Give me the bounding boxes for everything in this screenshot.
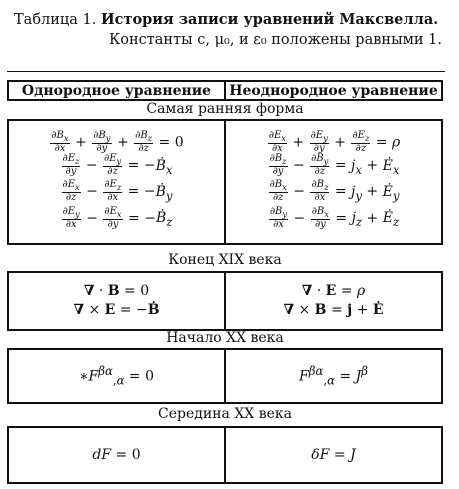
- section-label-late-19th: Конец XIX века: [168, 252, 282, 268]
- equation: $\frac{\partial B_z}{\partial y}$ − $\frac{\partial B_y}{\partial z}$ = $j_x$ + $Ė_x$: [269, 153, 400, 178]
- equation: ∇ × E = −Ḃ: [73, 302, 160, 318]
- equation: δF = J: [311, 446, 356, 463]
- equation: $F^{\beta\alpha}_{,\alpha} = J^\beta$: [299, 363, 368, 388]
- equation: $\frac{\partial B_x}{\partial x}$ + $\frac{\partial B_y}{\partial y}$ + $\frac{\partial B_z}{\partial z}$ = 0: [51, 130, 184, 155]
- equations-late-19th: [7, 271, 443, 331]
- early-20th-inhomogeneous: [224, 350, 441, 402]
- equation: $\frac{\partial E_y}{\partial x}$ − $\frac{\partial E_x}{\partial y}$ = −Ḃ$_z$: [62, 205, 173, 230]
- mid-20th-inhomogeneous: [224, 428, 441, 482]
- equation: ∇ · E = ρ: [301, 283, 366, 299]
- equation: $\frac{\partial E_z}{\partial y}$ − $\frac{\partial E_y}{\partial z}$ = −Ḃ$_x$: [62, 153, 173, 178]
- equation: $∗F^{\beta\alpha}_{,\alpha} = 0$: [79, 363, 154, 388]
- section-label-mid-20th: Середина XX века: [158, 406, 292, 422]
- equations-early-20th: [7, 348, 443, 404]
- caption-prefix: Таблица 1.: [14, 12, 97, 28]
- equation: $\frac{\partial B_y}{\partial x}$ − $\frac{\partial B_x}{\partial y}$ = $j_z$ + $Ė_z$: [269, 205, 400, 230]
- header-inhomogeneous: Неоднородное уравнение: [224, 82, 441, 99]
- table-header: [7, 80, 443, 101]
- earliest-inhomogeneous: [224, 121, 441, 243]
- equation: ∇ · B = 0: [83, 283, 150, 299]
- table-caption: [14, 10, 454, 50]
- earliest-homogeneous: [9, 121, 224, 243]
- caption-note: Константы c, μ₀, и ε₀ положены равными 1.: [109, 32, 442, 48]
- caption-title: История записи уравнений Максвелла.: [100, 11, 439, 28]
- equations-earliest: [7, 119, 443, 245]
- equations-mid-20th: [7, 426, 443, 484]
- late-19th-inhomogeneous: [224, 273, 441, 329]
- equation: ∇ × B = j + Ė: [283, 302, 384, 318]
- late-19th-homogeneous: [9, 273, 224, 329]
- early-20th-homogeneous: [9, 350, 224, 402]
- equation: dF = 0: [92, 446, 141, 463]
- top-rule: [7, 71, 445, 72]
- equation: $\frac{\partial E_x}{\partial z}$ − $\frac{\partial E_z}{\partial x}$ = −Ḃ$_y$: [62, 179, 173, 204]
- equation: $\frac{\partial E_x}{\partial x}$ + $\frac{\partial E_y}{\partial y}$ + $\frac{\partial E_z}{\partial z}$ = ρ: [268, 130, 401, 155]
- section-label-early-20th: Начало XX века: [166, 330, 284, 346]
- header-homogeneous: Однородное уравнение: [21, 82, 212, 99]
- mid-20th-homogeneous: [9, 428, 224, 482]
- section-label-earliest: Самая ранняя форма: [146, 101, 304, 117]
- equation: $\frac{\partial B_x}{\partial z}$ − $\frac{\partial B_z}{\partial x}$ = $j_y$ + $Ė_y$: [269, 179, 400, 204]
